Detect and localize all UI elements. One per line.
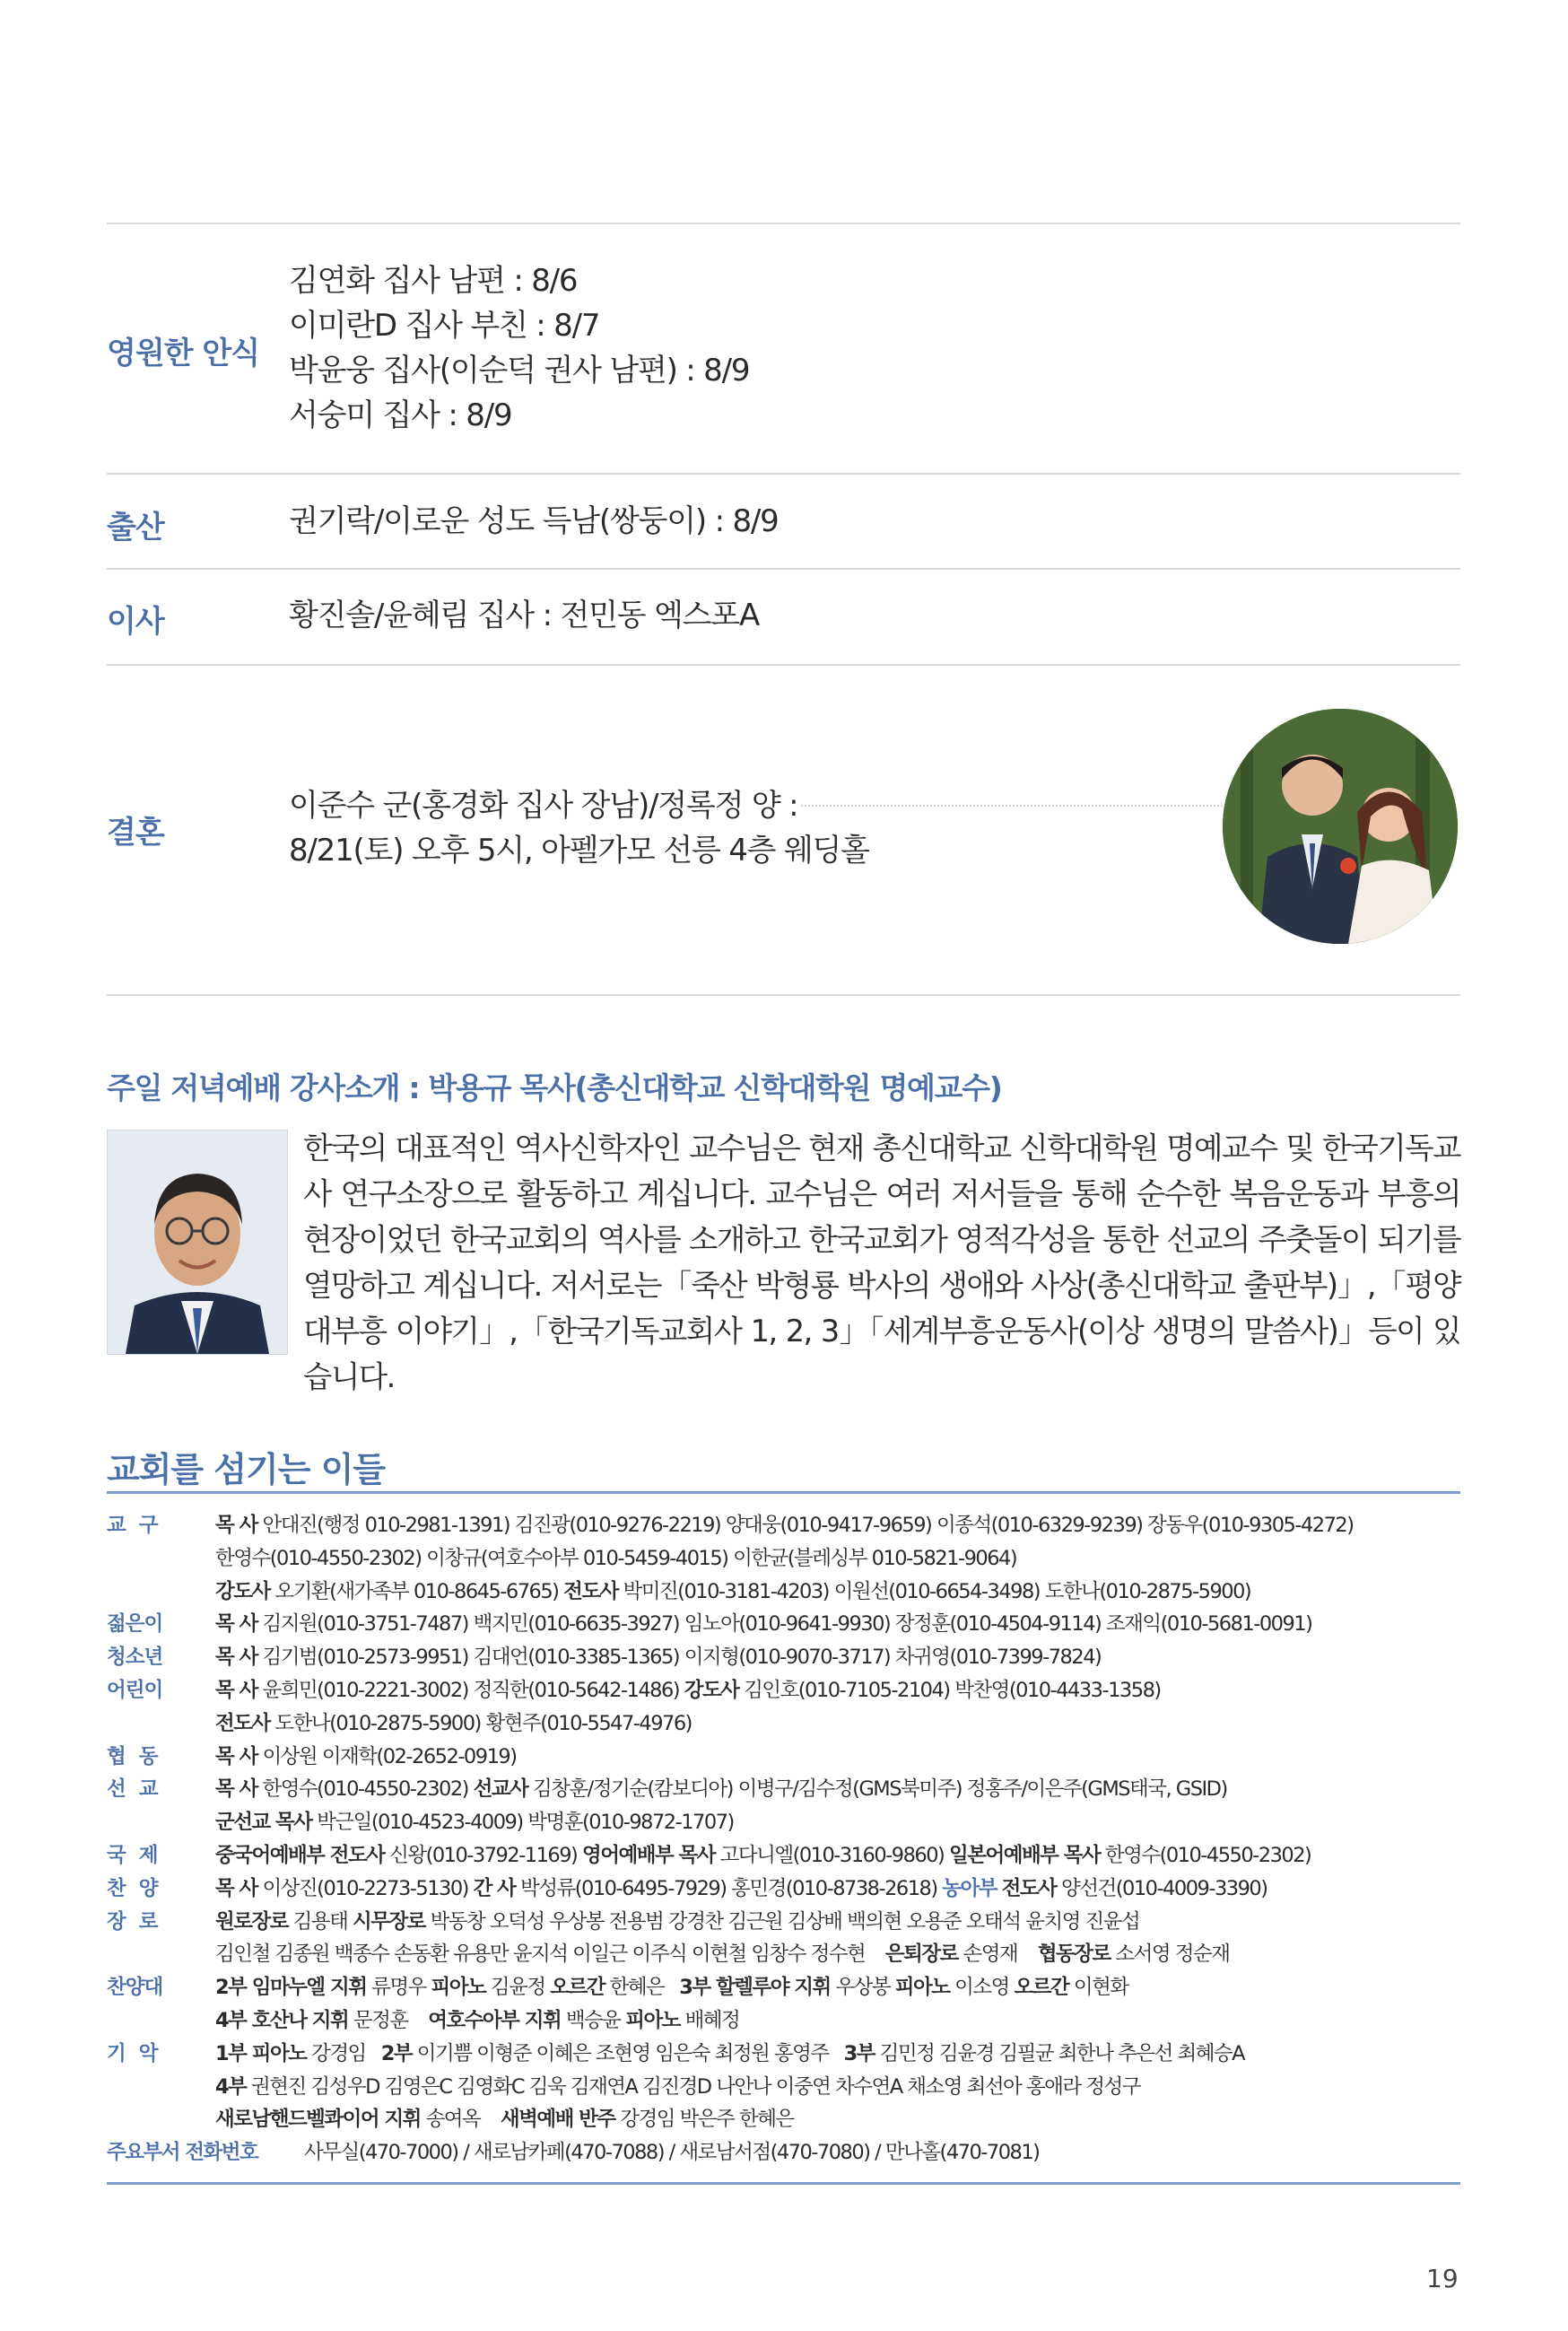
staff-bottom-rule bbox=[107, 2182, 1460, 2185]
staff-row bbox=[107, 1741, 1470, 1774]
staff-category: 어린이 bbox=[107, 1678, 163, 1702]
staff-row bbox=[107, 2071, 1470, 2104]
staff-section-title: 교회를 섬기는 이들 bbox=[107, 1450, 386, 1489]
memorial-list bbox=[289, 258, 749, 438]
staff-row bbox=[107, 1542, 1470, 1576]
divider bbox=[107, 664, 1460, 666]
divider bbox=[107, 473, 1460, 475]
wedding-couple-photo bbox=[1223, 709, 1458, 944]
staff-entries: 목 사 한영수(010-4550-2302) 선교사 김창훈/정기순(캄보디아) 이병구/김수정(GMS북미주) 정홍주/이은주(GMS태국, GSID) bbox=[215, 1777, 1227, 1802]
staff-row bbox=[107, 1873, 1470, 1906]
staff-category: 젊은이 bbox=[107, 1612, 163, 1637]
birth-text bbox=[289, 499, 779, 544]
staff-row bbox=[107, 1806, 1470, 1839]
staff-entries: 김인철 김종원 백종수 손동환 유용만 윤지석 이일근 이주식 이현철 임창수 정수현 은퇴장로 손영재 협동장로 소서영 정순재 bbox=[215, 1942, 1230, 1967]
page-number: 19 bbox=[1426, 2264, 1459, 2293]
staff-entries: 원로장로 김용태 시무장로 박동창 오덕성 우상봉 전용범 강경찬 김근원 김상배 백의현 오용준 오태석 윤치영 진윤섭 bbox=[215, 1909, 1140, 1934]
phone-directory-label: 주요부서 전화번호 bbox=[107, 2141, 258, 2165]
staff-category: 기악 bbox=[107, 2041, 171, 2065]
staff-category: 장로 bbox=[107, 1909, 171, 1934]
staff-category bbox=[107, 2004, 215, 2038]
staff-entries: 새로남핸드벨콰이어 지휘 송여옥 새벽예배 반주 강경임 박은주 한혜은 bbox=[215, 2108, 794, 2132]
staff-category bbox=[107, 2103, 215, 2136]
wedding-line: 8/21(토) 오후 5시, 아펠가모 선릉 4층 웨딩홀 bbox=[289, 833, 869, 869]
staff-entries: 중국어예배부 전도사 신왕(010-3792-1169) 영어예배부 목사 고다니엘(010-3160-9860) 일본어예배부 목사 한영수(010-4550-2302) bbox=[215, 1843, 1311, 1867]
staff-row bbox=[107, 1773, 1470, 1806]
staff-title-rule bbox=[107, 1491, 1460, 1494]
birth-line: 권기락/이로운 성도 득남(쌍둥이) : 8/9 bbox=[289, 503, 779, 539]
wedding-line: 이준수 군(홍경화 집사 장남)/정록정 양 : bbox=[289, 788, 798, 824]
staff-category bbox=[107, 1938, 215, 1971]
staff-row bbox=[107, 1938, 1470, 1971]
staff-entries: 1부 피아노 강경임 2부 이기쁨 이형준 이혜은 조현영 임은숙 최정원 홍영주 3부 김민정 김윤경 김필균 최한나 추은선 최혜승A bbox=[215, 2041, 1245, 2065]
staff-category: 청소년 bbox=[107, 1646, 163, 1670]
staff-category bbox=[107, 1806, 215, 1839]
staff-row bbox=[107, 2004, 1470, 2038]
staff-entries: 목 사 윤희민(010-2221-3002) 정직한(010-5642-1486) 강도사 김인호(010-7105-2104) 박찬영(010-4433-1358) bbox=[215, 1678, 1161, 1702]
wedding-label: 결혼 bbox=[107, 815, 164, 851]
staff-row bbox=[107, 1707, 1470, 1741]
staff-row bbox=[107, 1641, 1470, 1674]
memorial-line: 김연화 집사 남편 : 8/6 bbox=[289, 263, 578, 299]
staff-category: 협동 bbox=[107, 1744, 171, 1768]
divider bbox=[107, 568, 1460, 570]
memorial-line: 이미란D 집사 부친 : 8/7 bbox=[289, 308, 600, 344]
speaker-portrait bbox=[107, 1130, 288, 1355]
staff-category: 찬양 bbox=[107, 1876, 171, 1900]
staff-entries: 4부 권현진 김성우D 김영은C 김영화C 김욱 김재연A 김진경D 나안나 이중연 차수연A 채소영 최선아 홍애라 정성구 bbox=[215, 2074, 1141, 2099]
staff-category bbox=[107, 2071, 215, 2104]
staff-entries: 한영수(010-4550-2302) 이창규(여호수아부 010-5459-4015) 이한균(블레싱부 010-5821-9064) bbox=[215, 1546, 1017, 1570]
staff-entries: 목 사 이상진(010-2273-5130) 간 사 박성류(010-6495-7929) 홍민경(010-8738-2618) 농아부 전도사 양선건(010-4009-3390) bbox=[215, 1876, 1267, 1900]
staff-entries: 전도사 도한나(010-2875-5900) 황현주(010-5547-4976) bbox=[215, 1711, 692, 1735]
staff-entries: 목 사 안대진(행정 010-2981-1391) 김진광(010-9276-2219) 양대웅(010-9417-9659) 이종석(010-6329-9239) 장동우(010-9305-4272) bbox=[215, 1514, 1354, 1537]
staff-entries: 목 사 이상원 이재학(02-2652-0919) bbox=[215, 1744, 517, 1768]
staff-category bbox=[107, 1707, 215, 1741]
moving-line: 황진솔/윤혜림 집사 : 전민동 엑스포A bbox=[289, 598, 760, 633]
staff-row bbox=[107, 1906, 1470, 1939]
staff-entries: 목 사 김지원(010-3751-7487) 백지민(010-6635-3927) 임노아(010-9641-9930) 장정훈(010-4504-9114) 조재익(010-5681-0091) bbox=[215, 1612, 1312, 1637]
memorial-line: 박윤웅 집사(이순덕 권사 남편) : 8/9 bbox=[289, 353, 750, 388]
phone-directory-row bbox=[107, 2136, 1470, 2169]
speaker-title: 주일 저녁예배 강사소개 : 박용규 목사(총신대학교 신학대학원 명예교수) bbox=[107, 1070, 1002, 1105]
staff-row bbox=[107, 1608, 1470, 1641]
staff-list bbox=[107, 1509, 1470, 2169]
divider bbox=[107, 994, 1460, 996]
staff-category bbox=[107, 1576, 215, 1609]
staff-category: 선교 bbox=[107, 1777, 171, 1802]
wedding-text bbox=[289, 783, 869, 873]
memorial-line: 서숭미 집사 : 8/9 bbox=[289, 397, 512, 433]
dotted-leader bbox=[801, 805, 1223, 807]
moving-label: 이사 bbox=[107, 604, 164, 640]
staff-entries: 2부 임마누엘 지휘 류명우 피아노 김윤정 오르간 한혜은 3부 할렐루야 지휘 우상봉 피아노 이소영 오르간 이현화 bbox=[215, 1976, 1128, 2000]
staff-row bbox=[107, 1509, 1470, 1542]
staff-category: 찬양대 bbox=[107, 1976, 163, 2000]
birth-label: 출산 bbox=[107, 510, 164, 546]
staff-row bbox=[107, 1674, 1470, 1707]
memorial-label: 영원한 안식 bbox=[107, 336, 260, 371]
staff-row bbox=[107, 1576, 1470, 1609]
moving-text bbox=[289, 593, 759, 638]
staff-category: 교구 bbox=[107, 1514, 171, 1537]
staff-entries: 4부 호산나 지휘 문정훈 여호수아부 지휘 백승윤 피아노 배혜정 bbox=[215, 2008, 740, 2032]
staff-row bbox=[107, 1839, 1470, 1873]
staff-row bbox=[107, 2103, 1470, 2136]
staff-category bbox=[107, 1542, 215, 1576]
top-divider bbox=[107, 223, 1460, 224]
phone-directory-text: 사무실(470-7000) / 새로남카페(470-7088) / 새로남서점(470-7080) / 만나홀(470-7081) bbox=[304, 2141, 1040, 2165]
staff-entries: 강도사 오기환(새가족부 010-8645-6765) 전도사 박미진(010-3181-4203) 이원선(010-6654-3498) 도한나(010-2875-5900) bbox=[215, 1579, 1251, 1603]
staff-entries: 목 사 김기범(010-2573-9951) 김대언(010-3385-1365) 이지형(010-9070-3717) 차귀영(010-7399-7824) bbox=[215, 1646, 1102, 1670]
speaker-bio: 한국의 대표적인 역사신학자인 교수님은 현재 총신대학교 신학대학원 명예교수 및 한국기독교사 연구소장으로 활동하고 계십니다. 교수님은 여러 저서들을 통해 순수한 복음운동과 부흥의 현장이었던 한국교회의 역사를 소개하고 한국교회가 영적각성을 통한 선교의 주춧돌이 되기를 열망하고 계십니다. 저서로는「죽산 박형룡 박사의 생애와 사상(총신대학교 출판부)」,「평양대부흥 이야기」,「한국기독교회사 1, 2, 3」「세계부흥운동사(이상 생명의 말씀사)」등이 있습니다. bbox=[303, 1131, 1460, 1394]
staff-entries: 군선교 목사 박근일(010-4523-4009) 박명훈(010-9872-1707) bbox=[215, 1811, 734, 1835]
staff-row bbox=[107, 2038, 1470, 2071]
staff-category: 국제 bbox=[107, 1843, 171, 1867]
staff-row bbox=[107, 1971, 1470, 2004]
